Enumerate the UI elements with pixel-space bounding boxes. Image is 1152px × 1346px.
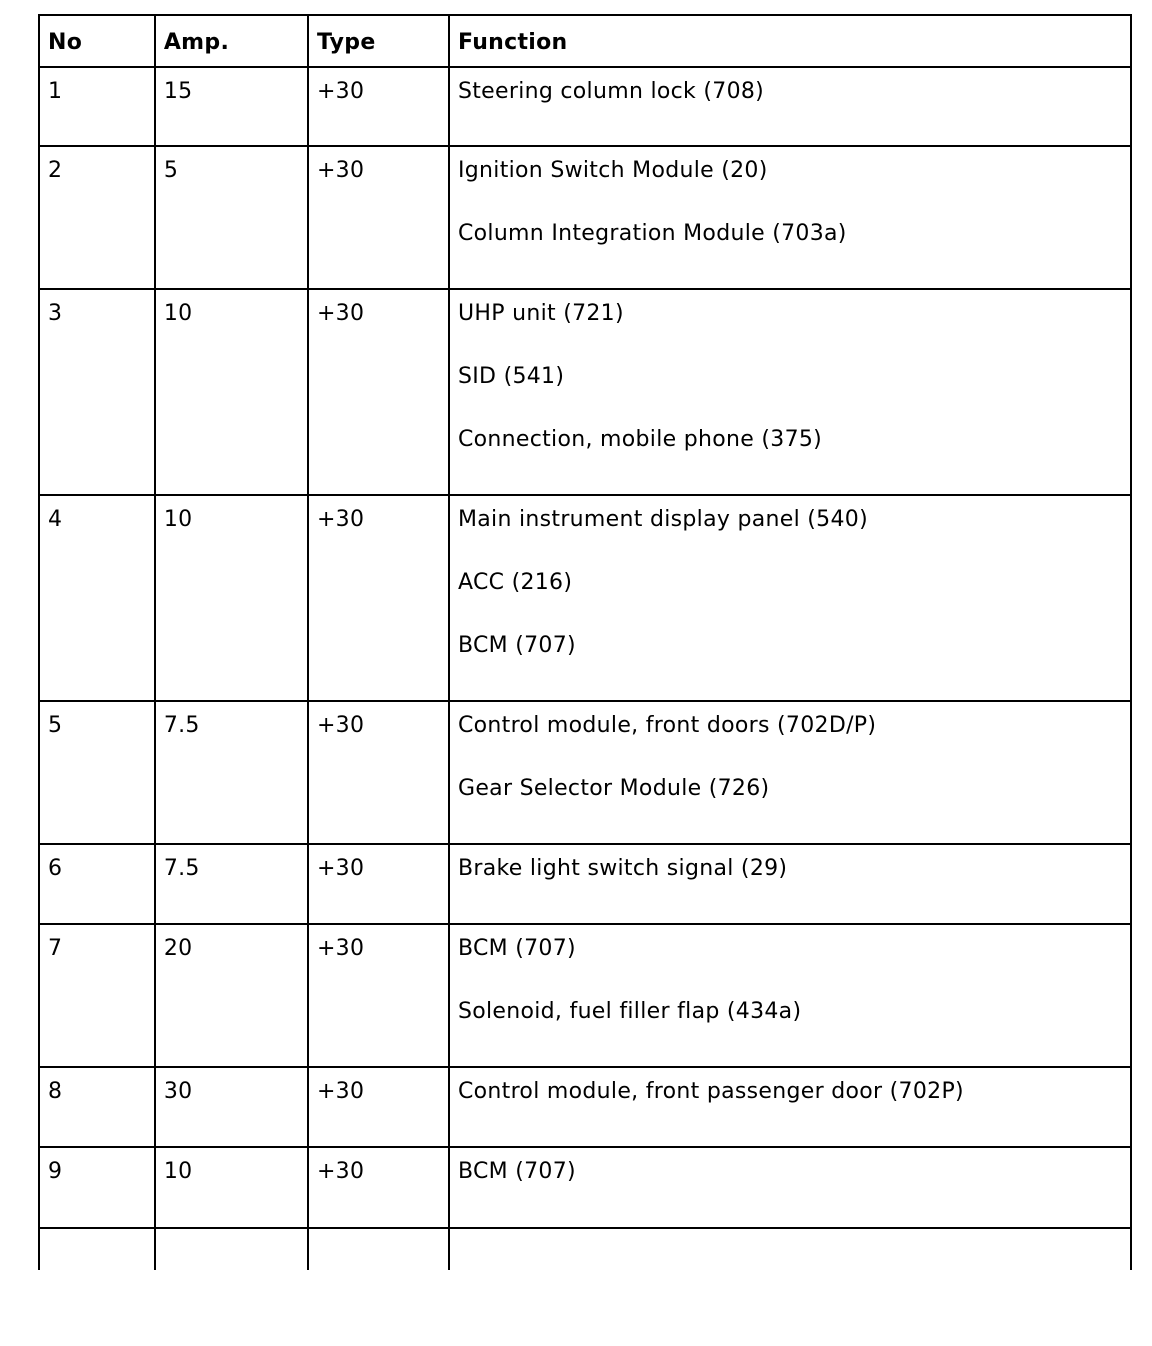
cell-no: 8 <box>39 1067 155 1147</box>
cell-function <box>449 701 1131 844</box>
table-row-empty <box>39 1228 1131 1270</box>
cell-function <box>449 495 1131 701</box>
cell-function <box>449 289 1131 495</box>
cell-function-empty <box>449 1228 1131 1270</box>
cell-type: +30 <box>308 67 449 146</box>
table-header-row <box>39 15 1131 67</box>
table-row <box>39 701 1131 844</box>
cell-type-empty <box>308 1228 449 1270</box>
cell-no: 9 <box>39 1147 155 1228</box>
cell-function <box>449 146 1131 289</box>
cell-amp: 10 <box>155 495 308 701</box>
cell-no-empty <box>39 1228 155 1270</box>
cell-type: +30 <box>308 701 449 844</box>
function-line: Ignition Switch Module (20) <box>457 158 768 183</box>
table-row <box>39 844 1131 924</box>
cell-no: 6 <box>39 844 155 924</box>
function-line: BCM (707) <box>457 936 576 961</box>
cell-amp: 10 <box>155 1147 308 1228</box>
cell-no: 3 <box>39 289 155 495</box>
cell-no: 4 <box>39 495 155 701</box>
header-type: Type <box>308 15 449 67</box>
cell-type: +30 <box>308 1067 449 1147</box>
function-line: Column Integration Module (703a) <box>457 221 847 246</box>
function-line: Solenoid, fuel filler flap (434a) <box>457 999 802 1024</box>
cell-amp: 7.5 <box>155 844 308 924</box>
function-line: Gear Selector Module (726) <box>457 776 770 801</box>
cell-amp: 7.5 <box>155 701 308 844</box>
cell-type: +30 <box>308 1147 449 1228</box>
header-function: Function <box>449 15 1131 67</box>
cell-no: 7 <box>39 924 155 1067</box>
function-line: UHP unit (721) <box>457 301 624 326</box>
header-amp: Amp. <box>155 15 308 67</box>
function-line: Control module, front doors (702D/P) <box>457 713 877 738</box>
cell-function <box>449 1147 1131 1228</box>
function-line: Steering column lock (708) <box>457 79 765 104</box>
function-line: BCM (707) <box>457 633 576 658</box>
cell-function <box>449 1067 1131 1147</box>
function-line: Main instrument display panel (540) <box>457 507 868 532</box>
table-row <box>39 67 1131 146</box>
cell-amp-empty <box>155 1228 308 1270</box>
table-row <box>39 1067 1131 1147</box>
function-line: Connection, mobile phone (375) <box>457 427 823 452</box>
function-line: BCM (707) <box>457 1159 576 1184</box>
cell-amp: 20 <box>155 924 308 1067</box>
cell-function <box>449 844 1131 924</box>
table-row <box>39 495 1131 701</box>
cell-amp: 5 <box>155 146 308 289</box>
cell-type: +30 <box>308 289 449 495</box>
cell-amp: 10 <box>155 289 308 495</box>
cell-no: 1 <box>39 67 155 146</box>
cell-type: +30 <box>308 844 449 924</box>
function-line: Brake light switch signal (29) <box>457 856 788 881</box>
cell-amp: 30 <box>155 1067 308 1147</box>
cell-no: 2 <box>39 146 155 289</box>
cell-function <box>449 924 1131 1067</box>
table-row <box>39 1147 1131 1228</box>
table-row <box>39 924 1131 1067</box>
function-line: ACC (216) <box>457 570 573 595</box>
cell-type: +30 <box>308 146 449 289</box>
cell-amp: 15 <box>155 67 308 146</box>
table-row <box>39 289 1131 495</box>
function-line: Control module, front passenger door (702P) <box>457 1079 964 1104</box>
cell-no: 5 <box>39 701 155 844</box>
cell-type: +30 <box>308 924 449 1067</box>
table-row <box>39 146 1131 289</box>
cell-type: +30 <box>308 495 449 701</box>
fuse-table <box>38 14 1132 1270</box>
function-line: SID (541) <box>457 364 565 389</box>
header-no: No <box>39 15 155 67</box>
cell-function <box>449 67 1131 146</box>
